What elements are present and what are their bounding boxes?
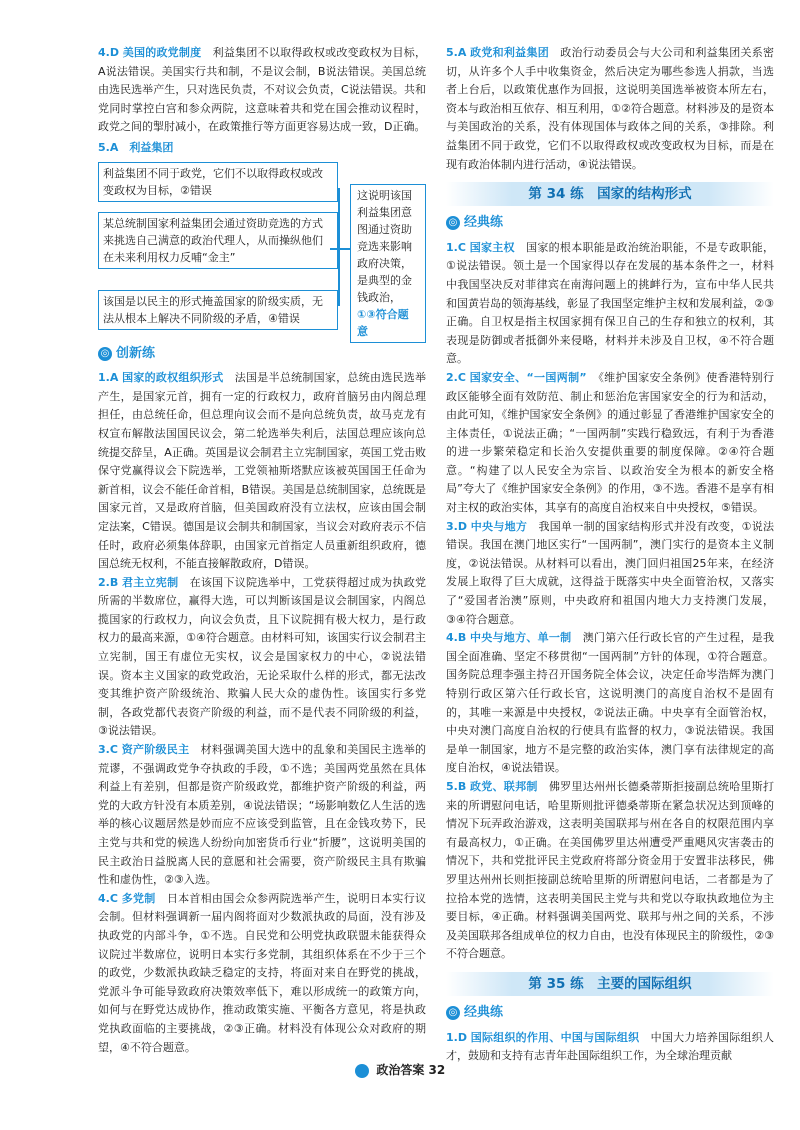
answer-number: 1.A xyxy=(98,371,119,385)
lesson-title: 第 35 练 主要的国际组织 xyxy=(528,975,692,992)
answer-5b xyxy=(446,778,774,964)
answer-3c xyxy=(98,741,426,890)
conclusion-answer: ①③符合题意 xyxy=(357,307,409,338)
answer-topic: 国际组织的作用、中国与国际组织 xyxy=(470,1030,640,1044)
page-number: 政治答案 32 xyxy=(376,1062,446,1077)
answer-topic: 利益集团 xyxy=(129,140,174,154)
answer-topic: 政党和利益集团 xyxy=(470,46,549,59)
answer-number: 1.C xyxy=(446,240,466,254)
answer-text: 国家的根本职能是政治统治职能，不是专政职能，①说法错误。领土是一个国家得以存在发展的基本条件之一，材料中我国坚决反对菲律宾在南海问题上的挑衅行为，宣布中华人民共和国黄岩岛的领海基线，彰显了我国坚定维护主权和发展利益，②③正确。自卫权是指主权国家拥有保卫自己的生存和独立的权利，其表现是防御或者抵御外来侵略，材料并未涉及自卫权，④不符合题意。 xyxy=(446,240,774,366)
section-label: 经典练 xyxy=(464,1004,504,1020)
answer-text: 利益集团不以取得政权或改变政权为目标，A说法错误。美国实行共和制，不是议会制，B说法错误。美国总统由选民选举产生，只对选民负责，不对议会负责，C说法错误。共和党同时掌控白宫和参众两院，这意味着共和党在国会推动议程时，政党之间的掣肘减小，在政策推行等方面更容易达成一致，D正确。 xyxy=(98,46,427,134)
answer-1c xyxy=(446,239,774,369)
answer-2c xyxy=(446,369,774,518)
answer-topic: 国家主权 xyxy=(469,240,515,254)
answer-3d xyxy=(446,518,774,630)
section-icon: ◎ xyxy=(98,347,112,361)
diagram-bracket-line xyxy=(338,188,340,306)
answer-topic: 政党、联邦制 xyxy=(470,779,538,793)
diagram-box-3: 该国是以民主的形式掩盖国家的阶级实质，无法从根本上解决不同阶级的矛盾，④错误 xyxy=(98,290,338,330)
answer-number: 4.D xyxy=(98,46,119,59)
answer-topic: 美国的政党制度 xyxy=(122,46,202,59)
diagram-box-2: 某总统制国家利益集团会通过资助竞选的方式来挑选自己满意的政治代理人，从而操纵他们在未来利用权力反哺“金主” xyxy=(98,212,338,269)
diagram-box-conclusion xyxy=(350,184,426,343)
answer-text: 在该国下议院选举中，工党获得超过成为执政党所需的半数席位，赢得大选，可以判断该国是议会制国家，内阁总揽国家的行政权力，向议会负责，且下议院拥有极大权力，是行政权力的最高来源，①④符合题意。由材料可知，该国实行议会制君主立宪制，国王有虚位无实权，议会是国家权力的中心，②说法错误。资本主义国家的政党政治，无论采取什么样的形式，都无法改变其维护资产阶级统治、欺骗人民大众的虚伪性。该国实行多党制，各政党都代表资产阶级的利益，而不是代表不同阶级的利益，③说法错误。 xyxy=(98,575,427,738)
lesson-35-title-bar xyxy=(446,972,774,996)
answer-number: 4.C xyxy=(98,891,118,905)
lesson-title: 第 34 练 国家的结构形式 xyxy=(528,185,692,202)
answer-2b xyxy=(98,574,426,741)
answer-number: 5.B xyxy=(446,779,467,793)
answer-number: 2.C xyxy=(446,370,466,384)
answer-topic: 资产阶级民主 xyxy=(121,743,190,757)
section-innovation xyxy=(98,345,426,364)
publisher-logo-icon xyxy=(355,1064,369,1078)
answer-4b xyxy=(446,629,774,778)
page-footer xyxy=(0,1061,800,1080)
answer-topic: 国家的政权组织形式 xyxy=(122,371,224,385)
lesson-34-title-bar xyxy=(446,182,774,206)
answer-number: 4.B xyxy=(446,631,467,645)
answer-text: 政治行动委员会与大公司和利益集团关系密切，从许多个人手中收集资金，然后决定为哪些参选人捐款，当选者上台后，以政策优惠作为回报，这说明美国选举被资本所左右，资本与政治相互依存、相互利用，①②符合题意。材料涉及的是资本与美国政治的关系，没有体现国体与政体之间的关系，③排除。利益集团不同于政党，它们不以取得政权或改变政权为目标，而是在现有政治体制内进行活动，④说法错误。 xyxy=(446,46,775,171)
answer-text: 佛罗里达州州长德桑蒂斯拒接副总统哈里斯打来的所谓慰问电话，哈里斯则批评德桑蒂斯在紧急状况达到顶峰的情况下玩弄政治游戏，这表明美国联邦与州在各自的权限范围内享有最高权力，①正确。在美国佛罗里达州遭受严重飓风灾害袭击的情况下，共和党批评民主党政府将部分资金用于安置非法移民，佛罗里达州州长则拒接副总统哈里斯的所谓慰问电话，二者都是为了拉拾本党的选情，这表明美国民主党与共和党以夺取执政地位为主要目标，④正确。材料强调美国两党、联邦与州之间的关系，不涉及美国联邦各组成单位的权力自由，也没有体现民主的阶级性，②③不符合题意。 xyxy=(446,779,775,961)
section-label: 经典练 xyxy=(464,215,504,231)
answer-5a-head xyxy=(98,139,426,158)
answer-number: 3.D xyxy=(446,519,467,533)
diagram-box-1: 利益集团不同于政党，它们不以取得政权或改变政权为目标，②错误 xyxy=(98,162,338,202)
section-icon: ◎ xyxy=(446,1006,460,1020)
section-classic-2 xyxy=(446,1004,774,1023)
section-classic-1 xyxy=(446,214,774,233)
answer-number: 5.A xyxy=(98,140,119,154)
answer-text: 中国大力培养国际组织人才，鼓励和支持有志青年赴国际组织工作，为全球治理贡献 xyxy=(446,1030,775,1063)
answer-number: 2.B xyxy=(98,575,119,589)
answer-text: 材料强调美国大选中的乱象和美国民主选举的荒谬，不强调政党争夺执政的手段，①不选；美国两党虽然在具体利益上有差别，但都是资产阶级政党，都维护资产阶级的利益，两党的大政方针没有本质差别，④说法错误；“场影响数亿人生活的选举的核心议题居然是妙而应不应该受到监管，且在金钱攻势下，民主党与共和党的候选人纷纷向加密货币行业“折腰”，这说明美国的民主政治日益脱离人民的意愿和社会需要，资产阶级民主具有欺骗性和虚伪性，②③入选。 xyxy=(98,743,426,887)
analysis-diagram xyxy=(98,162,426,337)
answer-4c xyxy=(98,890,426,1057)
answer-topic: 国家安全、“一国两制” xyxy=(469,370,587,384)
answer-number: 5.A xyxy=(446,46,467,59)
answer-topic: 中央与地方、单一制 xyxy=(470,631,572,645)
answer-1a xyxy=(98,369,426,574)
answer-number: 1.D xyxy=(446,1030,467,1044)
answer-4d xyxy=(98,44,426,137)
answer-text: 法国是半总统制国家，总统由选民选举产生，是国家元首，拥有一定的行政权力，政府首脑另由内阁总理担任，由总统任命，但总理向议会而不是向总统负责，故马克龙有权宣布解散法国国民议会，第二轮选举失利后，法国总理应该向总统提交辞呈，A正确。英国是议会制君主立宪制国家，英国工党击败保守党赢得议会下院选举，工党领袖斯塔默应该被英国国王任命为新首相，议会不能任命首相，B错误。美国是总统制国家，总统既是国家元首，又是政府首脑，但美国政府没有立法权，应该由国会制定法案，C错误。德国是议会制共和制国家，当议会对政府表示不信任时，政府必须集体辞职，由国家元首指定人员重新组织政府，德国总统无权利，不能直接解散政府，D错误。 xyxy=(98,371,427,571)
section-label: 创新练 xyxy=(116,345,156,361)
answer-number: 3.C xyxy=(98,743,118,757)
answer-text: 《维护国家安全条例》使香港特别行政区能够全面有效防范、制止和惩治危害国家安全的行为和活动，由此可知，《维护国家安全条例》的通过彰显了香港维护国家安全的主体责任，①说法正确；“一国两制”实践行稳致远，有利于为香港的进一步繁荣稳定和长治久安提供重要的制度保障。②④符合题意。“构建了以人民安全为宗旨、以政治安全为根本的新安全格局”夸大了《维护国家安全条例》的作用，③不选。香港不是享有相对主权的政治实体，其享有的高度自治权来自中央授权，⑤错误。 xyxy=(446,370,774,515)
section-icon: ◎ xyxy=(446,216,460,230)
answer-text: 日本首相由国会众参两院选举产生，说明日本实行议会制。但材料强调新一届内阁将面对少数派执政的局面，没有涉及执政党的内部斗争，①不选。自民党和公明党执政联盟未能获得众议院过半数席位，说明日本实行多党制，其组织体系在不少于三个的政党，少数派执政缺乏稳定的支持，将面对来自在野党的挑战，党派斗争可能导致政府决策效率低下，难以形成统一的政策方向，如何与在野党达成协作，推动政策实施、平衡各方意见，将是执政党执政面临的主要挑战，②③正确。材料没有体现公众对政府的期望，④不符合题意。 xyxy=(98,891,426,1054)
diagram-connector xyxy=(330,248,350,250)
conclusion-text: 这说明该国利益集团意图通过资助竞选来影响政府决策，是典型的金钱政治， xyxy=(357,188,412,304)
left-column xyxy=(98,44,426,1057)
answer-5a-right xyxy=(446,44,774,174)
answer-topic: 中央与地方 xyxy=(470,519,528,533)
answer-text: 澳门第六任行政长官的产生过程，是我国全面准确、坚定不移贯彻“一国两制”方针的体现，①符合题意。国务院总理李强主持召开国务院全体会议，决定任命岑浩辉为澳门特别行政区第六任行政长官，这说明澳门的高度自治权不是固有的，其唯一来源是中央授权，②说法正确。中央享有全面管治权，中央对澳门高度自治权的行使具有监督的权力，③说法错误。我国是单一制国家，地方不是完整的政治实体，澳门享有法律规定的高度自治权，④说法错误。 xyxy=(446,631,775,775)
answer-topic: 君主立宪制 xyxy=(122,575,179,589)
answer-text: 我国单一制的国家结构形式并没有改变，①说法错误。我国在澳门地区实行“一国两制”，澳门实行的是资本主义制度，②说法错误。从材料可以看出，澳门回归祖国25年来，在经济发展上取得了巨大成就，这得益于既落实中央全面管治权，又落实了“爱国者治澳”原则，中央政府和祖国内地大力支持澳门发展，③④符合题意。 xyxy=(446,519,774,626)
right-column xyxy=(446,44,774,1066)
answer-topic: 多党制 xyxy=(121,891,156,905)
